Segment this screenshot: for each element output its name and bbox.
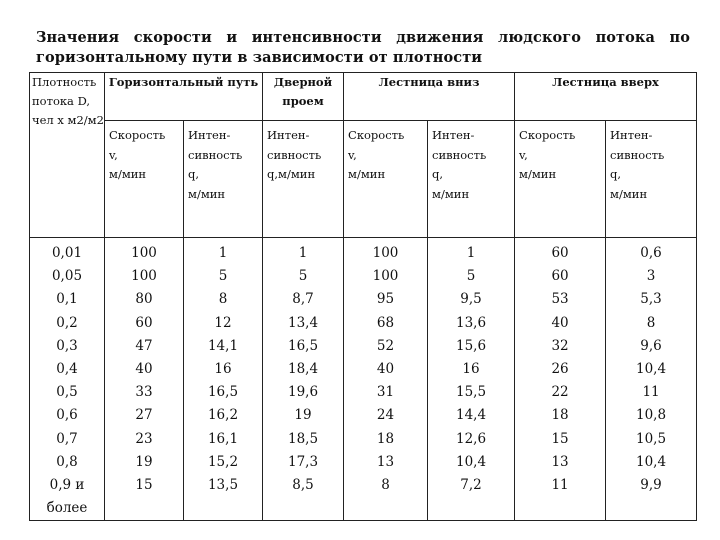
table-cell: 5 — [263, 265, 344, 288]
table-cell: 100 — [344, 238, 428, 266]
table-cell: 8,7 — [263, 288, 344, 311]
table-row — [30, 312, 697, 335]
table-row — [30, 238, 697, 266]
header-stairs-down: Лестница вниз — [344, 73, 515, 121]
table-cell: 17,3 — [263, 451, 344, 474]
table-cell: 0,9 и более — [30, 474, 105, 521]
table-cell: 100 — [105, 238, 184, 266]
table-cell: 14,1 — [184, 335, 263, 358]
table-cell: 68 — [344, 312, 428, 335]
table-cell: 60 — [515, 265, 606, 288]
table-cell: 16,2 — [184, 404, 263, 427]
subheader-cell: Интен- сивность q,м/мин — [263, 121, 344, 238]
table-cell: 0,6 — [606, 238, 697, 266]
table-cell: 10,8 — [606, 404, 697, 427]
subheader-cell: Скорость v, м/мин — [344, 121, 428, 238]
table-cell: 11 — [515, 474, 606, 521]
table-row — [30, 474, 697, 521]
table-cell: 16,5 — [184, 381, 263, 404]
table-cell: 5 — [428, 265, 515, 288]
title-word: движения — [396, 29, 484, 46]
table-cell: 18 — [515, 404, 606, 427]
table-row — [30, 265, 697, 288]
table-cell: 0,1 — [30, 288, 105, 311]
table-cell: 15,2 — [184, 451, 263, 474]
table-cell: 100 — [344, 265, 428, 288]
table-cell: 15,5 — [428, 381, 515, 404]
table-cell: 8,5 — [263, 474, 344, 521]
table-cell: 5 — [184, 265, 263, 288]
header-horizontal: Горизонтальный путь — [105, 73, 263, 121]
table-row — [30, 288, 697, 311]
table-cell: 60 — [515, 238, 606, 266]
title-word: скорости — [133, 29, 212, 46]
table-cell: 14,4 — [428, 404, 515, 427]
table-cell: 0,7 — [30, 428, 105, 451]
table-cell: 16 — [428, 358, 515, 381]
title-word: по — [669, 29, 690, 46]
table-cell: 8 — [606, 312, 697, 335]
table-cell: 53 — [515, 288, 606, 311]
subheader-cell: Скорость v, м/мин — [105, 121, 184, 238]
table-cell: 0,4 — [30, 358, 105, 381]
flow-table — [29, 72, 697, 521]
header-stairs-up: Лестница вверх — [515, 73, 697, 121]
table-row — [30, 404, 697, 427]
header-row — [30, 73, 697, 121]
table-cell: 18,5 — [263, 428, 344, 451]
table-cell: 23 — [105, 428, 184, 451]
table-cell: 40 — [105, 358, 184, 381]
table-cell: 0,5 — [30, 381, 105, 404]
table-body — [30, 238, 697, 521]
table-cell: 15,6 — [428, 335, 515, 358]
table-cell: 0,6 — [30, 404, 105, 427]
table-cell: 19 — [105, 451, 184, 474]
table-cell: 12 — [184, 312, 263, 335]
table-cell: 13,6 — [428, 312, 515, 335]
title-line-1 — [36, 28, 690, 48]
table-cell: 9,6 — [606, 335, 697, 358]
table-row — [30, 381, 697, 404]
table-cell: 9,5 — [428, 288, 515, 311]
table-cell: 80 — [105, 288, 184, 311]
title-word: людского — [497, 29, 582, 46]
table-cell: 31 — [344, 381, 428, 404]
table-cell: 47 — [105, 335, 184, 358]
table-cell: 52 — [344, 335, 428, 358]
table-cell: 13 — [344, 451, 428, 474]
table-cell: 8 — [184, 288, 263, 311]
table-cell: 10,4 — [606, 451, 697, 474]
table-cell: 40 — [515, 312, 606, 335]
subheader-row — [30, 121, 697, 238]
table-cell: 7,2 — [428, 474, 515, 521]
table-cell: 26 — [515, 358, 606, 381]
table-cell: 18,4 — [263, 358, 344, 381]
table-cell: 19 — [263, 404, 344, 427]
table-cell: 1 — [263, 238, 344, 266]
table-cell: 24 — [344, 404, 428, 427]
table-cell: 0,2 — [30, 312, 105, 335]
table-cell: 33 — [105, 381, 184, 404]
table-cell: 16 — [184, 358, 263, 381]
table-cell: 8 — [344, 474, 428, 521]
table-cell: 13,5 — [184, 474, 263, 521]
table-cell: 13 — [515, 451, 606, 474]
table-cell: 16,1 — [184, 428, 263, 451]
table-cell: 9,9 — [606, 474, 697, 521]
table-row — [30, 451, 697, 474]
table-cell: 0,3 — [30, 335, 105, 358]
title-line-2: горизонтальному пути в зависимости от плотности — [36, 49, 483, 66]
table-cell: 1 — [428, 238, 515, 266]
subheader-cell: Интен- сивность q, м/мин — [606, 121, 697, 238]
table-cell: 10,5 — [606, 428, 697, 451]
table-cell: 18 — [344, 428, 428, 451]
title-word: Значения — [36, 29, 120, 46]
table-cell: 13,4 — [263, 312, 344, 335]
table-cell: 19,6 — [263, 381, 344, 404]
title-word: потока — [595, 29, 655, 46]
table-cell: 60 — [105, 312, 184, 335]
table-cell: 100 — [105, 265, 184, 288]
table-cell: 95 — [344, 288, 428, 311]
table-cell: 40 — [344, 358, 428, 381]
document-title — [36, 28, 690, 68]
header-density: Плотность потока D, чел х м2/м2 — [30, 73, 105, 238]
table-cell: 27 — [105, 404, 184, 427]
subheader-cell: Интен- сивность q, м/мин — [428, 121, 515, 238]
table-cell: 5,3 — [606, 288, 697, 311]
table-cell: 16,5 — [263, 335, 344, 358]
table-cell: 10,4 — [606, 358, 697, 381]
table-cell: 22 — [515, 381, 606, 404]
table-row — [30, 358, 697, 381]
table-cell: 0,8 — [30, 451, 105, 474]
table-cell: 11 — [606, 381, 697, 404]
table-cell: 1 — [184, 238, 263, 266]
header-door: Дверной проем — [263, 73, 344, 121]
table-row — [30, 428, 697, 451]
subheader-cell: Интен- сивность q, м/мин — [184, 121, 263, 238]
table-cell: 12,6 — [428, 428, 515, 451]
table-cell: 15 — [105, 474, 184, 521]
table-cell: 15 — [515, 428, 606, 451]
subheader-cell: Скорость v, м/мин — [515, 121, 606, 238]
table-cell: 0,05 — [30, 265, 105, 288]
table-cell: 10,4 — [428, 451, 515, 474]
title-word: интенсивности — [251, 29, 382, 46]
title-word: и — [226, 29, 238, 46]
table-cell: 32 — [515, 335, 606, 358]
table-cell: 0,01 — [30, 238, 105, 266]
table-row — [30, 335, 697, 358]
table-cell: 3 — [606, 265, 697, 288]
